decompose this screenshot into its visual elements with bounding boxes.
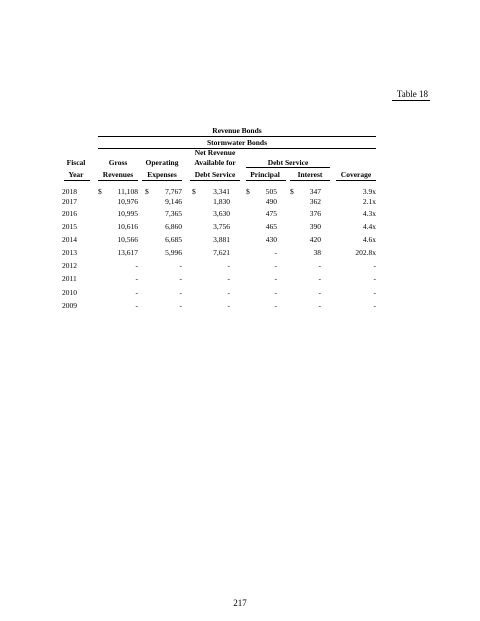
cell-gross: 10,995	[117, 209, 138, 218]
cell-year: 2015	[62, 222, 77, 231]
cell-year: 2014	[62, 235, 77, 244]
cell-principal: 505	[265, 187, 277, 196]
cell-net: 3,881	[213, 235, 230, 244]
currency-symbol: $	[98, 187, 102, 196]
cell-coverage: 2.1x	[362, 197, 376, 206]
cell-opex: 6,860	[165, 222, 182, 231]
cell-gross: 11,108	[117, 187, 138, 196]
header-rule-interest	[290, 180, 330, 181]
currency-symbol: $	[246, 187, 250, 196]
cell-opex: 6,685	[165, 235, 182, 244]
cell-interest: 38	[313, 248, 321, 257]
cell-coverage: 3.9x	[362, 187, 376, 196]
cell-coverage: -	[373, 301, 376, 310]
cell-principal: -	[274, 274, 277, 283]
cell-opex: 7,365	[165, 209, 182, 218]
cell-year: 2018	[62, 187, 77, 196]
header-rule-operating	[142, 180, 182, 181]
debt-service-group-rule	[246, 167, 330, 168]
table-label: Table 18	[396, 89, 428, 99]
cell-gross: 10,566	[117, 235, 138, 244]
cell-year: 2017	[62, 197, 77, 206]
cell-gross: -	[135, 274, 138, 283]
cell-opex: -	[179, 301, 182, 310]
cell-net: 3,756	[213, 222, 230, 231]
currency-symbol: $	[192, 187, 196, 196]
cell-coverage: 4.6x	[362, 235, 376, 244]
cell-net: 1,830	[213, 197, 230, 206]
cell-opex: -	[179, 288, 182, 297]
header-gross: Gross	[108, 158, 128, 167]
cell-interest: 376	[309, 209, 321, 218]
cell-principal: -	[274, 248, 277, 257]
cell-year: 2010	[62, 288, 77, 297]
cell-interest: 362	[309, 197, 321, 206]
title-rule	[98, 136, 376, 137]
cell-net: -	[227, 288, 230, 297]
header-rule-principal	[246, 180, 286, 181]
header-interest: Interest	[297, 170, 323, 179]
cell-opex: -	[179, 261, 182, 270]
cell-net: 3,630	[213, 209, 230, 218]
cell-opex: -	[179, 274, 182, 283]
cell-gross: 10,616	[117, 222, 138, 231]
cell-principal: -	[274, 261, 277, 270]
cell-net: -	[227, 301, 230, 310]
cell-opex: 5,996	[165, 248, 182, 257]
header-net-revenue: Net Revenue	[194, 148, 236, 157]
cell-gross: -	[135, 288, 138, 297]
header-principal: Principal	[250, 170, 280, 179]
cell-gross: 13,617	[117, 248, 138, 257]
cell-net: -	[227, 261, 230, 270]
cell-opex: 9,146	[165, 197, 182, 206]
cell-year: 2012	[62, 261, 77, 270]
header-operating: Operating	[145, 158, 179, 167]
table-title: Revenue Bonds	[212, 126, 262, 135]
cell-interest: -	[318, 274, 321, 283]
cell-coverage: -	[373, 274, 376, 283]
cell-coverage: -	[373, 261, 376, 270]
cell-net: 3,341	[213, 187, 230, 196]
page-number: 217	[233, 598, 247, 608]
cell-interest: 347	[309, 187, 321, 196]
cell-principal: 430	[265, 235, 277, 244]
cell-interest: -	[318, 288, 321, 297]
cell-coverage: 202.8x	[355, 248, 376, 257]
cell-principal: 475	[265, 209, 277, 218]
table-label-rule	[392, 100, 430, 101]
cell-interest: -	[318, 301, 321, 310]
header-revenues: Revenues	[102, 170, 134, 179]
cell-principal: -	[274, 301, 277, 310]
header-available-for: Available for	[194, 158, 236, 167]
cell-year: 2013	[62, 248, 77, 257]
header-rule-net	[190, 180, 240, 181]
header-rule-coverage	[336, 180, 376, 181]
header-year: Year	[68, 170, 84, 179]
table-subtitle: Stormwater Bonds	[206, 138, 268, 147]
cell-net: 7,621	[213, 248, 230, 257]
cell-interest: -	[318, 261, 321, 270]
header-fiscal: Fiscal	[66, 158, 86, 167]
cell-year: 2016	[62, 209, 77, 218]
cell-coverage: -	[373, 288, 376, 297]
currency-symbol: $	[145, 187, 149, 196]
cell-principal: 490	[265, 197, 277, 206]
header-expenses: Expenses	[147, 170, 177, 179]
cell-coverage: 4.3x	[362, 209, 376, 218]
cell-principal: 465	[265, 222, 277, 231]
header-coverage: Coverage	[340, 170, 372, 179]
cell-gross: -	[135, 261, 138, 270]
currency-symbol: $	[290, 187, 294, 196]
cell-coverage: 4.4x	[362, 222, 376, 231]
cell-interest: 390	[309, 222, 321, 231]
header-rule-fiscal	[64, 180, 90, 181]
cell-year: 2011	[62, 274, 77, 283]
header-debt-service-group: Debt Service	[267, 158, 309, 167]
cell-gross: -	[135, 301, 138, 310]
header-rule-gross	[98, 180, 138, 181]
cell-interest: 420	[309, 235, 321, 244]
cell-net: -	[227, 274, 230, 283]
header-debt-service: Debt Service	[194, 170, 236, 179]
cell-gross: 10,976	[117, 197, 138, 206]
cell-opex: 7,767	[165, 187, 182, 196]
cell-principal: -	[274, 288, 277, 297]
cell-year: 2009	[62, 301, 77, 310]
